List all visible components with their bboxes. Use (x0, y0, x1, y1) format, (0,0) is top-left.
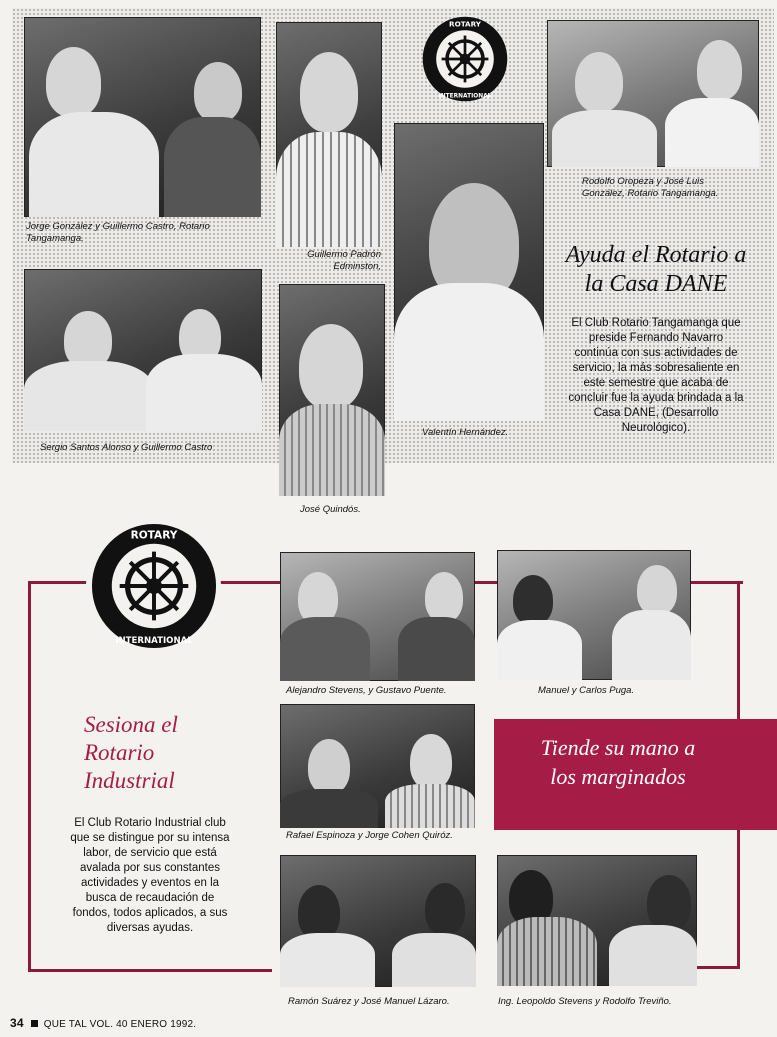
headline-rotario-industrial: Sesiona el Rotario Industrial (84, 712, 178, 793)
photo-stevens-trevino (497, 855, 697, 986)
photo-suarez-lazaro (280, 855, 476, 987)
caption-stevens-trevino: Ing. Leopoldo Stevens y Rodolfo Treviño. (498, 996, 672, 1007)
caption-hernandez: Valentín Hernández. (422, 427, 509, 438)
photo-hernandez (394, 123, 544, 421)
logo-bottom-text: INTERNATIONAL (115, 635, 193, 646)
square-bullet-icon (31, 1020, 38, 1027)
rotary-logo-top (420, 14, 510, 104)
article-text-rotario-industrial: El Club Rotario Industrial club que se distingue por su intensa labor, de servicio que está avalada por sus constantes actividades y eventos en la busca de recaudación de fondos, todos aplicados, a sus diversas ayudas. (70, 817, 230, 934)
photo-puga (497, 550, 691, 680)
photo-quindos (279, 284, 385, 496)
logo-top-text: ROTARY (130, 529, 178, 542)
photo-padron (276, 22, 382, 247)
caption-espinoza-cohen: Rafael Espinoza y Jorge Cohen Quiróz. (286, 830, 453, 841)
caption-quindos: José Quindós. (300, 504, 361, 515)
photo-gonzalez-castro (24, 17, 261, 217)
banner-tiende-su-mano: Tiende su mano a los marginados (494, 719, 777, 830)
footer (10, 1016, 196, 1030)
caption-santos-castro: Sergio Santos Alonso y Guillermo Castro (40, 442, 213, 453)
page-number: 34 (10, 1016, 24, 1030)
article-text-casa-dane: El Club Rotario Tangamanga que preside Fernando Navarro continúa con sus actividades de servicio, la más sobresaliente en este semestre que acaba de concluir fue la ayuda brindada a la Casa DANE, (Desarrollo Neurológico). (568, 317, 744, 434)
photo-stevens-puente (280, 552, 475, 681)
photo-espinoza-cohen (280, 704, 475, 828)
caption-suarez-lazaro: Ramón Suárez y José Manuel Lázaro. (288, 996, 450, 1007)
logo-top-text: ROTARY (449, 19, 481, 29)
caption-oropeza-gonzalez: Rodolfo Oropeza y José Luis González, Rotario Tangamanga. (582, 176, 719, 199)
headline-casa-dane: Ayuda el Rotario a la Casa DANE (565, 242, 747, 297)
bottom-frame-bottom-line (28, 969, 272, 972)
caption-padron: Guillermo Padrón Edminston, (307, 249, 381, 272)
caption-puga: Manuel y Carlos Puga. (538, 685, 635, 696)
caption-gonzalez-castro: Jorge González y Guillermo Castro, Rotario Tangamanga. (26, 221, 210, 244)
photo-santos-castro (24, 269, 262, 431)
logo-bottom-text: INTERNATIONAL (438, 93, 492, 100)
rotary-logo-bottom (88, 520, 220, 652)
footer-publication: QUE TAL VOL. 40 ENERO 1992. (43, 1019, 197, 1030)
bottom-frame-bottom-right (696, 966, 740, 969)
caption-stevens-puente: Alejandro Stevens, y Gustavo Puente. (286, 685, 447, 696)
photo-oropeza-gonzalez (547, 20, 759, 167)
